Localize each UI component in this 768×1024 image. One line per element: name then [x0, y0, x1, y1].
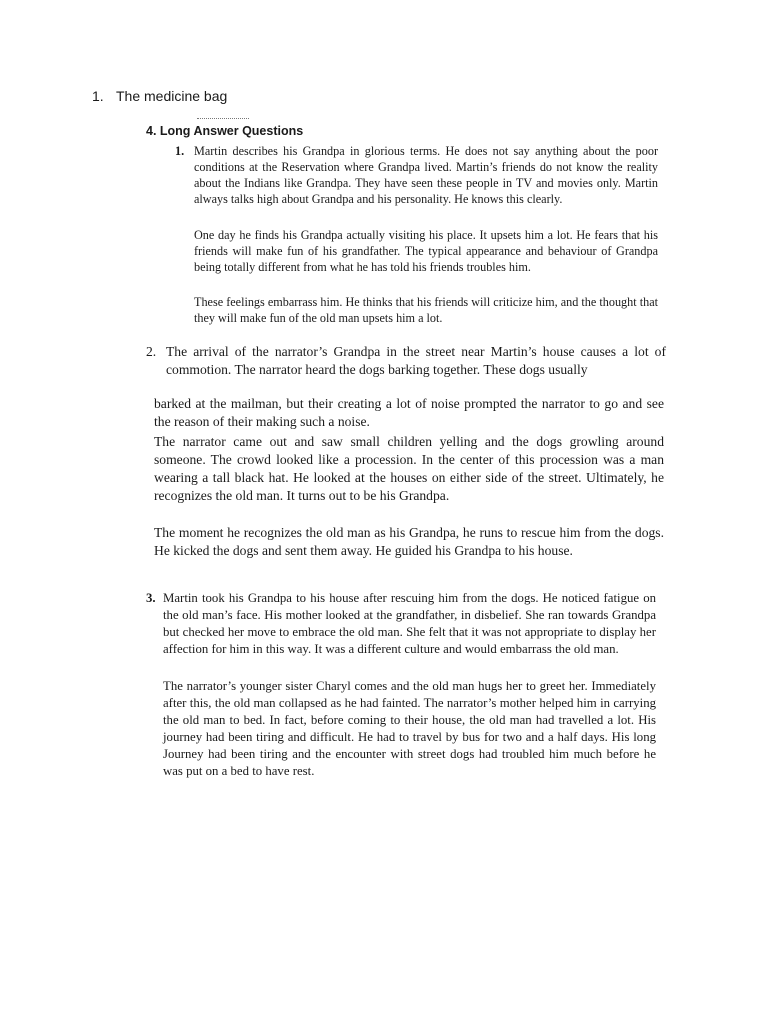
answer-2-number: 2.: [146, 344, 157, 359]
answer-2-paragraph-3: The narrator came out and saw small children yelling and the dogs growling around someone. The crowd looked like a procession. In the center of this procession was a man wearing a tall black hat. He looked at the houses on either side of the street. Ultimately, he recognizes the old man. It turns out to be his Grandpa.: [154, 434, 664, 503]
answer-2-paragraph-1: The arrival of the narrator’s Grandpa in the street near Martin’s house causes a lot of commotion. The narrator heard the dogs barking together. These dogs usually: [166, 344, 666, 377]
answer-1-number: 1.: [175, 144, 185, 158]
document-heading: [92, 88, 227, 104]
heading-title: The medicine bag: [116, 88, 228, 104]
answer-1-paragraph-3: These feelings embarrass him. He thinks that his friends will criticize him, and the thought that they will make fun of the old man upsets him a lot.: [194, 295, 658, 325]
answer-3-paragraph-2: The narrator’s younger sister Charyl comes and the old man hugs her to greet her. Immediately after this, the old man collapsed as he had fainted. The narrator’s mother helped him in carrying the old man to bed. In fact, before coming to their house, the old man had travelled a lot. His journey had been tiring and difficult. He had to travel by bus for two and a half days. His long Journey had been tiring and the encounter with street dogs had troubled him much before he was put on a bed to have rest.: [163, 679, 656, 778]
answer-2-paragraph-4: The moment he recognizes the old man as his Grandpa, he runs to rescue him from the dogs. He kicked the dogs and sent them away. He guided his Grandpa to his house.: [154, 525, 664, 558]
answer-3-paragraph-1: Martin took his Grandpa to his house after rescuing him from the dogs. He noticed fatigue on the old man’s face. His mother looked at the grandfather, in disbelief. She ran towards Grandpa but checked her move to embrace the old man. She felt that it was not appropriate to display her affection for him in this way. It was a different culture and would embarrass the old man.: [163, 591, 656, 656]
heading-number: 1.: [92, 88, 104, 104]
section-title: 4. Long Answer Questions: [146, 124, 304, 138]
answer-3-number: 3.: [146, 591, 156, 605]
answer-1-paragraph-1: Martin describes his Grandpa in glorious terms. He does not say anything about the poor conditions at the Reservation where Grandpa lived. Martin’s friends do not know the reality about the Indians like Grandpa. They have seen these people in TV and movies only. Martin always talks high about Grandpa and his personality. He knows this clearly.: [194, 144, 658, 206]
cropped-text-remnant: [197, 117, 249, 120]
answer-1-paragraph-2: One day he finds his Grandpa actually visiting his place. It upsets him a lot. He fears that his friends will make fun of his grandfather. The typical appearance and behaviour of Grandpa being totally different from what he has told his friends troubles him.: [194, 228, 658, 274]
answer-2-paragraph-2: barked at the mailman, but their creating a lot of noise prompted the narrator to go and see the reason of their making such a noise.: [154, 396, 664, 429]
